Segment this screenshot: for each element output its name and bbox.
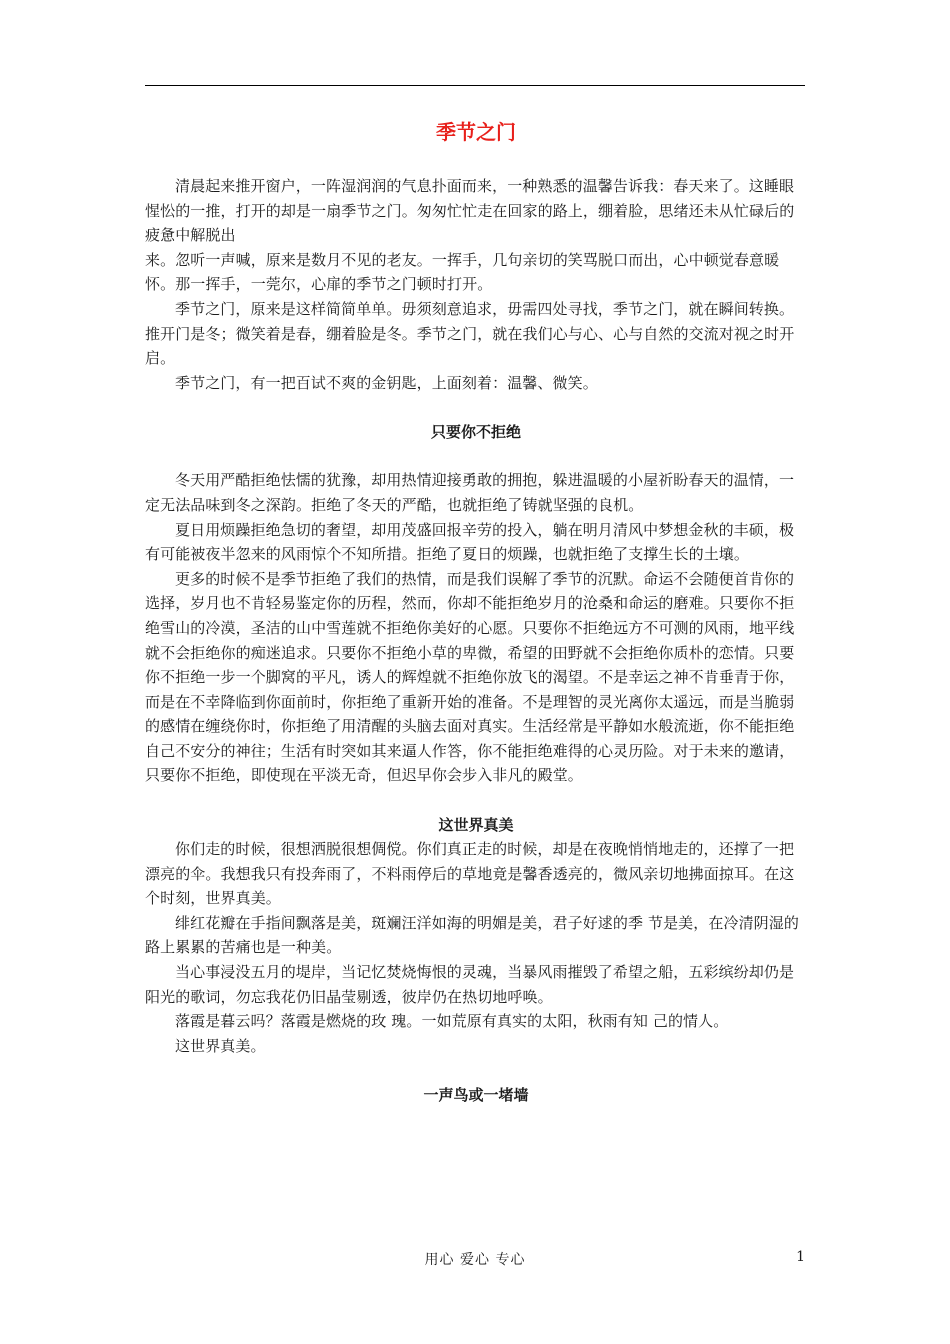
paragraph: 季节之门，有一把百试不爽的金钥匙，上面刻着：温馨、微笑。 <box>175 373 598 392</box>
header-rule <box>145 85 805 86</box>
page-number: 1 <box>796 1249 805 1265</box>
paragraph: 这世界真美。 <box>175 1036 266 1055</box>
section-beautiful-world <box>145 813 807 1058</box>
paragraph: 绯红花瓣在手指间飘落是美，斑斓汪洋如海的明媚是美，君子好逑的季 节是美，在冷清阴湿的路上累累的苦痛也是一种美。 <box>145 913 799 957</box>
paragraph: 更多的时候不是季节拒绝了我们的热情，而是我们误解了季节的沉默。命运不会随便首肯你的选择，岁月也不肯轻易鉴定你的历程，然而，你却不能拒绝岁月的沧桑和命运的磨难。只要你不拒绝雪山的冷漠，圣洁的山中雪莲就不拒绝你美好的心愿。只要你不拒绝远方不可测的风雨，地平线就不会拒绝你的痴迷追求。只要你不拒绝小草的卑微，希望的田野就不会拒绝你质朴的恋情。只要你不拒绝一步一个脚窝的平凡，诱人的辉煌就不拒绝你放飞的渴望。不是幸运之神不肯垂青于你，而是在不幸降临到你面前时，你拒绝了重新开始的准备。不是理智的灵光离你太遥远，而是当脆弱的感情在缠绕你时，你拒绝了用清醒的头脑去面对真实。生活经常是平静如水般流逝，你不能拒绝自己不安分的神往；生活有时突如其来逼人作答，你不能拒绝难得的心灵历险。对于未来的邀请，只要你不拒绝，即使现在平淡无奇，但迟早你会步入非凡的殿堂。 <box>145 569 795 785</box>
document-body <box>145 118 807 1107</box>
section-season-door <box>145 174 807 395</box>
paragraph: 季节之门，原来是这样简简单单。毋须刻意追求，毋需四处寻找，季节之门，就在瞬间转换。推开门是冬；微笑着是春，绷着脸是冬。季节之门，就在我们心与心、心与自然的交流对视之时开启。 <box>145 299 795 368</box>
section-heading: 一声鸟或一堵墙 <box>423 1086 529 1105</box>
paragraph: 当心事浸没五月的堤岸，当记忆焚烧悔恨的灵魂，当暴风雨摧毁了希望之船，五彩缤纷却仍是阳光的歌词，勿忘我花仍旧晶莹剔透，彼岸仍在热切地呼唤。 <box>145 963 795 1006</box>
footer-motto: 用心 爱心 专心 <box>424 1252 526 1268</box>
section-heading: 这世界真美 <box>438 816 514 835</box>
paragraph: 清晨起来推开窗户，一阵湿润润的气息扑面而来，一种熟悉的温馨告诉我：春天来了。这睡眼惺忪的一推，打开的却是一扇季节之门。匆匆忙忙走在回家的路上，绷着脸，思绪还未从忙碌后的疲惫中解脱出 <box>145 177 795 245</box>
paragraph: 落霞是暮云吗？落霞是燃烧的玫 瑰。一如荒原有真实的太阳，秋雨有知 己的情人。 <box>175 1012 729 1031</box>
document-title: 季节之门 <box>436 120 516 144</box>
section-bird-or-wall <box>145 1083 807 1107</box>
paragraph: 来。忽听一声喊，原来是数月不见的老友。一挥手，几句亲切的笑骂脱口而出，心中顿觉春意暖怀。那一挥手，一莞尔，心扉的季节之门顿时打开。 <box>145 250 780 294</box>
section-dont-refuse <box>145 420 807 788</box>
section-heading: 只要你不拒绝 <box>430 423 521 442</box>
paragraph: 夏日用烦躁拒绝急切的奢望，却用茂盛回报辛劳的投入，躺在明月清风中梦想金秋的丰硕，极有可能被夜半忽来的风雨惊个不知所措。拒绝了夏日的烦躁，也就拒绝了支撑生长的土壤。 <box>145 520 795 564</box>
paragraph: 你们走的时候，很想洒脱很想倜傥。你们真正走的时候，却是在夜晚悄悄地走的，还撑了一把漂亮的伞。我想我只有投奔雨了，不料雨停后的草地竟是馨香透亮的，微风亲切地拂面掠耳。在这个时刻，世界真美。 <box>145 840 795 908</box>
paragraph: 冬天用严酷拒绝怯懦的犹豫，却用热情迎接勇敢的拥抱，躲进温暖的小屋祈盼春天的温情，一定无法品味到冬之深韵。拒绝了冬天的严酷，也就拒绝了铸就坚强的良机。 <box>145 471 795 514</box>
